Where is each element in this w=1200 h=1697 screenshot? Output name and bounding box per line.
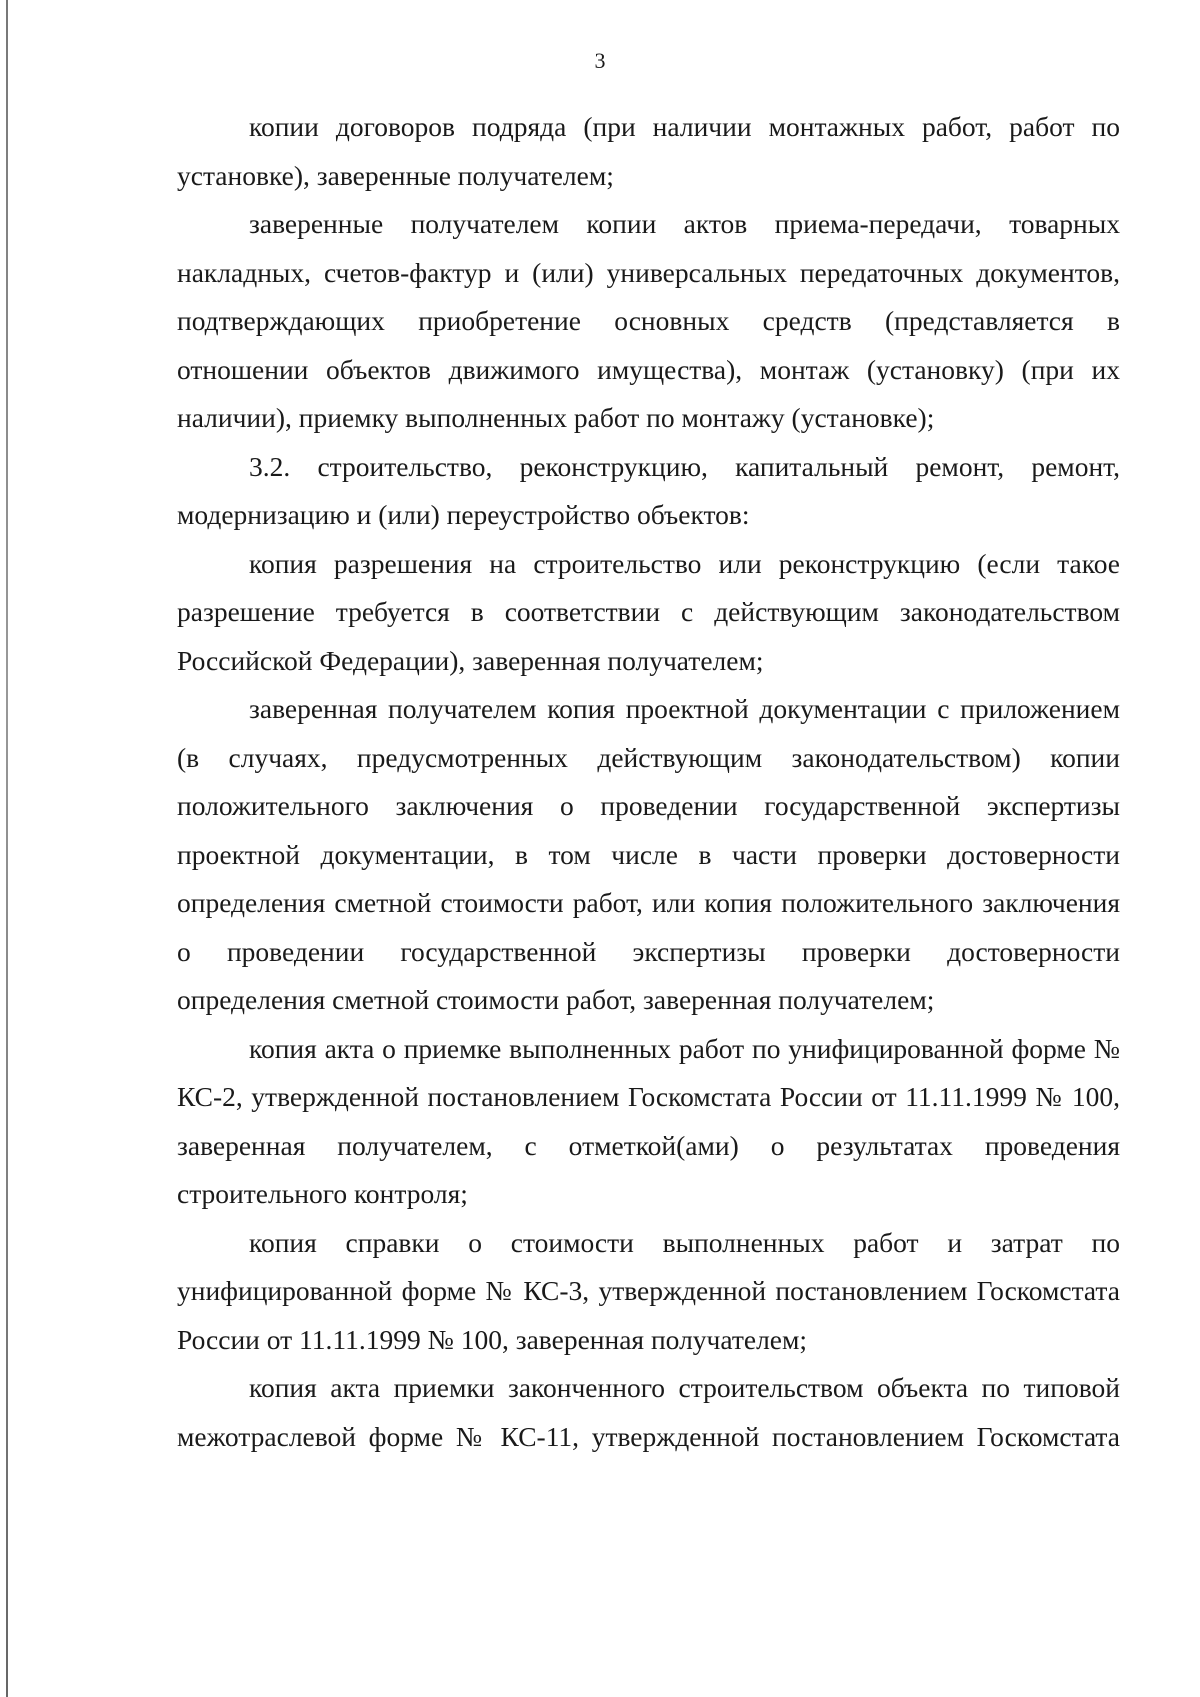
paragraph-project-documentation: заверенная получателем копия проектной документации с приложением (в случаях, предусмотренных действующим законодательством) копии положительного заключения о проведении государственной экспертизы проектной документации, в том числе в части проверки достоверности определения сметной стоимости работ, или копия положительного заключения о проведении государственной экспертизы проверки достоверности определения сметной стоимости работ, заверенная получателем;	[177, 693, 1120, 1015]
paragraph-acceptance-acts: заверенные получателем копии актов приема-передачи, товарных накладных, счетов-фактур и (или) универсальных передаточных документов, подтверждающих приобретение основных средств (представляется в отношении объектов движимого имущества), монтаж (установку) (при их наличии), приемку выполненных работ по монтажу (установке);	[177, 208, 1120, 433]
page-number: 3	[594, 48, 606, 73]
paragraph-ks11-act: копия акта приемки законченного строительством объекта по типовой межотраслевой форме № КС-11, утвержденной постановлением Госкомстата	[177, 1372, 1120, 1452]
paragraph-ks2-act: копия акта о приемке выполненных работ по унифицированной форме № КС-2, утвержденной постановлением Госкомстата России от 11.11.1999 № 100, заверенная получателем, с отметкой(ами) о результатах проведения строительного контроля;	[177, 1032, 1120, 1209]
scan-edge-line	[6, 0, 8, 1697]
paragraph-section-3-2: 3.2. строительство, реконструкцию, капитальный ремонт, ремонт, модернизацию и (или) переустройство объектов:	[177, 450, 1120, 530]
document-body	[177, 103, 1120, 1461]
paragraph-contractor-agreements: копии договоров подряда (при наличии монтажных работ, работ по установке), заверенные получателем;	[177, 111, 1120, 191]
paragraph-construction-permit: копия разрешения на строительство или реконструкцию (если такое разрешение требуется в соответствии с действующим законодательством Российской Федерации), заверенная получателем;	[177, 547, 1120, 676]
paragraph-ks3-certificate: копия справки о стоимости выполненных работ и затрат по унифицированной форме № КС-3, утвержденной постановлением Госкомстата России от 11.11.1999 № 100, заверенная получателем;	[177, 1226, 1120, 1355]
